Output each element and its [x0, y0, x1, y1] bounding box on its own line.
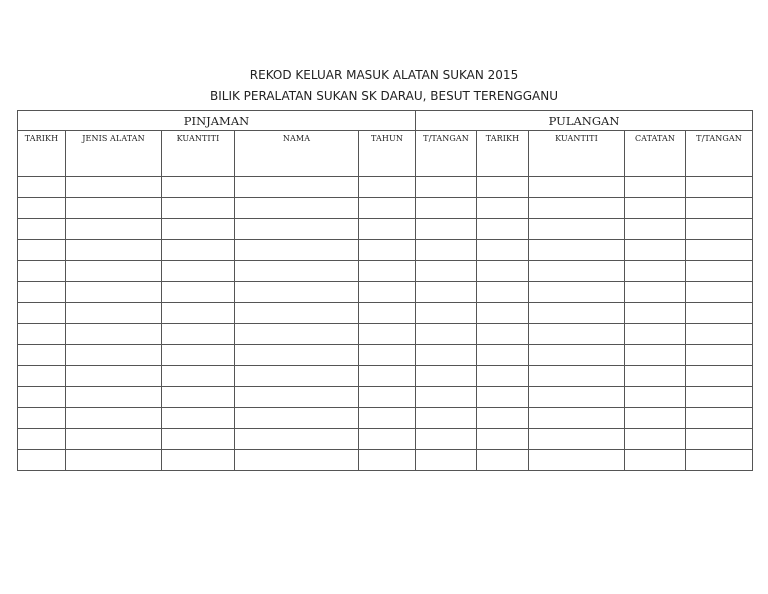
- table-cell: [477, 345, 529, 366]
- table-cell: [529, 387, 625, 408]
- table-row: [18, 429, 753, 450]
- table-cell: [235, 429, 359, 450]
- table-cell: [235, 387, 359, 408]
- table-cell: [686, 324, 753, 345]
- table-cell: [477, 261, 529, 282]
- table-cell: [18, 366, 66, 387]
- table-row: [18, 282, 753, 303]
- table-cell: [235, 366, 359, 387]
- table-cell: [529, 345, 625, 366]
- column-header-ttangan-pinjaman: T/TANGAN: [416, 131, 477, 177]
- table-cell: [529, 429, 625, 450]
- table-cell: [477, 366, 529, 387]
- table-cell: [529, 324, 625, 345]
- table-cell: [529, 261, 625, 282]
- table-cell: [529, 240, 625, 261]
- column-header-catatan: CATATAN: [625, 131, 686, 177]
- table-cell: [625, 408, 686, 429]
- table-cell: [416, 345, 477, 366]
- table-cell: [235, 198, 359, 219]
- table-cell: [529, 408, 625, 429]
- table-cell: [359, 429, 416, 450]
- table-cell: [529, 198, 625, 219]
- table-cell: [416, 429, 477, 450]
- column-header-tarikh-pinjaman: TARIKH: [18, 131, 66, 177]
- table-cell: [162, 387, 235, 408]
- table-cell: [625, 366, 686, 387]
- table-cell: [162, 282, 235, 303]
- table-cell: [625, 219, 686, 240]
- table-cell: [416, 261, 477, 282]
- table-cell: [162, 366, 235, 387]
- table-cell: [18, 261, 66, 282]
- table-cell: [66, 282, 162, 303]
- group-header-pinjaman: PINJAMAN: [18, 111, 416, 131]
- group-header-row: [18, 111, 753, 131]
- table-cell: [162, 177, 235, 198]
- table-cell: [18, 303, 66, 324]
- table-cell: [66, 366, 162, 387]
- table-cell: [416, 450, 477, 471]
- table-cell: [686, 261, 753, 282]
- table-cell: [625, 198, 686, 219]
- table-cell: [162, 408, 235, 429]
- table-cell: [416, 324, 477, 345]
- table-row: [18, 387, 753, 408]
- table-cell: [66, 303, 162, 324]
- table-row: [18, 345, 753, 366]
- table-cell: [359, 303, 416, 324]
- table-cell: [477, 219, 529, 240]
- table-cell: [66, 240, 162, 261]
- table-cell: [686, 177, 753, 198]
- table-cell: [477, 282, 529, 303]
- table-cell: [625, 282, 686, 303]
- table-cell: [686, 387, 753, 408]
- table-cell: [477, 303, 529, 324]
- table-cell: [359, 282, 416, 303]
- table-cell: [18, 240, 66, 261]
- group-header-pulangan: PULANGAN: [416, 111, 753, 131]
- table-cell: [235, 261, 359, 282]
- table-cell: [18, 219, 66, 240]
- table-body: [18, 177, 753, 471]
- table-row: [18, 450, 753, 471]
- table-cell: [235, 240, 359, 261]
- table-cell: [625, 324, 686, 345]
- table-cell: [359, 345, 416, 366]
- table-cell: [235, 345, 359, 366]
- table-cell: [686, 240, 753, 261]
- table-cell: [162, 429, 235, 450]
- table-cell: [359, 324, 416, 345]
- table-row: [18, 219, 753, 240]
- column-header-row: [18, 131, 753, 177]
- column-header-tahun: TAHUN: [359, 131, 416, 177]
- table-cell: [18, 387, 66, 408]
- column-header-kuantiti-pulangan: KUANTITI: [529, 131, 625, 177]
- table-cell: [18, 282, 66, 303]
- table-row: [18, 177, 753, 198]
- column-header-nama: NAMA: [235, 131, 359, 177]
- table-cell: [359, 450, 416, 471]
- table-cell: [235, 282, 359, 303]
- table-cell: [416, 219, 477, 240]
- table-cell: [18, 177, 66, 198]
- table-cell: [66, 429, 162, 450]
- table-cell: [529, 366, 625, 387]
- table-cell: [235, 303, 359, 324]
- table-cell: [359, 387, 416, 408]
- table-cell: [359, 240, 416, 261]
- table-cell: [162, 198, 235, 219]
- table-cell: [18, 324, 66, 345]
- table-cell: [162, 261, 235, 282]
- table-cell: [359, 366, 416, 387]
- table-cell: [18, 345, 66, 366]
- table-cell: [66, 177, 162, 198]
- column-header-tarikh-pulangan: TARIKH: [477, 131, 529, 177]
- table-cell: [162, 303, 235, 324]
- table-cell: [235, 177, 359, 198]
- table-cell: [529, 219, 625, 240]
- table-cell: [529, 303, 625, 324]
- table-cell: [359, 198, 416, 219]
- table-cell: [625, 261, 686, 282]
- table-cell: [477, 408, 529, 429]
- column-header-kuantiti-pinjaman: KUANTITI: [162, 131, 235, 177]
- table-cell: [235, 219, 359, 240]
- table-cell: [416, 282, 477, 303]
- table-cell: [625, 345, 686, 366]
- table-cell: [359, 408, 416, 429]
- table-cell: [686, 282, 753, 303]
- table-cell: [235, 408, 359, 429]
- table-row: [18, 240, 753, 261]
- table-cell: [162, 345, 235, 366]
- table-cell: [18, 450, 66, 471]
- table-cell: [625, 429, 686, 450]
- column-header-ttangan-pulangan: T/TANGAN: [686, 131, 753, 177]
- table-cell: [686, 366, 753, 387]
- document-title: REKOD KELUAR MASUK ALATAN SUKAN 2015: [249, 68, 519, 82]
- table-cell: [686, 303, 753, 324]
- table-cell: [66, 261, 162, 282]
- table-cell: [416, 177, 477, 198]
- table-cell: [477, 198, 529, 219]
- table-cell: [686, 198, 753, 219]
- table-cell: [477, 240, 529, 261]
- table-cell: [416, 408, 477, 429]
- table-cell: [162, 450, 235, 471]
- table-cell: [529, 177, 625, 198]
- table-cell: [66, 408, 162, 429]
- table-cell: [359, 177, 416, 198]
- table-cell: [686, 408, 753, 429]
- table-cell: [162, 219, 235, 240]
- table-cell: [66, 387, 162, 408]
- table-row: [18, 303, 753, 324]
- table-row: [18, 366, 753, 387]
- table-cell: [18, 198, 66, 219]
- table-cell: [686, 450, 753, 471]
- table-row: [18, 198, 753, 219]
- table-cell: [477, 429, 529, 450]
- table-row: [18, 408, 753, 429]
- table-cell: [477, 324, 529, 345]
- table-cell: [529, 282, 625, 303]
- table-cell: [162, 324, 235, 345]
- table-cell: [477, 177, 529, 198]
- table-cell: [416, 198, 477, 219]
- table-row: [18, 261, 753, 282]
- table-cell: [625, 387, 686, 408]
- table-cell: [416, 366, 477, 387]
- table-cell: [416, 387, 477, 408]
- table-cell: [625, 450, 686, 471]
- table-cell: [18, 429, 66, 450]
- column-header-jenis-alatan: JENIS ALATAN: [66, 131, 162, 177]
- table-cell: [235, 450, 359, 471]
- table-cell: [686, 429, 753, 450]
- table-cell: [235, 324, 359, 345]
- table-cell: [477, 387, 529, 408]
- table-cell: [66, 324, 162, 345]
- table-cell: [359, 219, 416, 240]
- table-cell: [625, 303, 686, 324]
- table-cell: [625, 240, 686, 261]
- table-cell: [625, 177, 686, 198]
- table-cell: [416, 240, 477, 261]
- table-cell: [416, 303, 477, 324]
- record-table: [17, 110, 753, 471]
- table-cell: [359, 261, 416, 282]
- table-cell: [686, 345, 753, 366]
- table-cell: [66, 219, 162, 240]
- document-subtitle: BILIK PERALATAN SUKAN SK DARAU, BESUT TERENGGANU: [210, 89, 558, 103]
- table-cell: [66, 198, 162, 219]
- table-cell: [529, 450, 625, 471]
- table-cell: [66, 345, 162, 366]
- table-cell: [18, 408, 66, 429]
- table-cell: [66, 450, 162, 471]
- table-cell: [162, 240, 235, 261]
- table-row: [18, 324, 753, 345]
- table-cell: [686, 219, 753, 240]
- table-cell: [477, 450, 529, 471]
